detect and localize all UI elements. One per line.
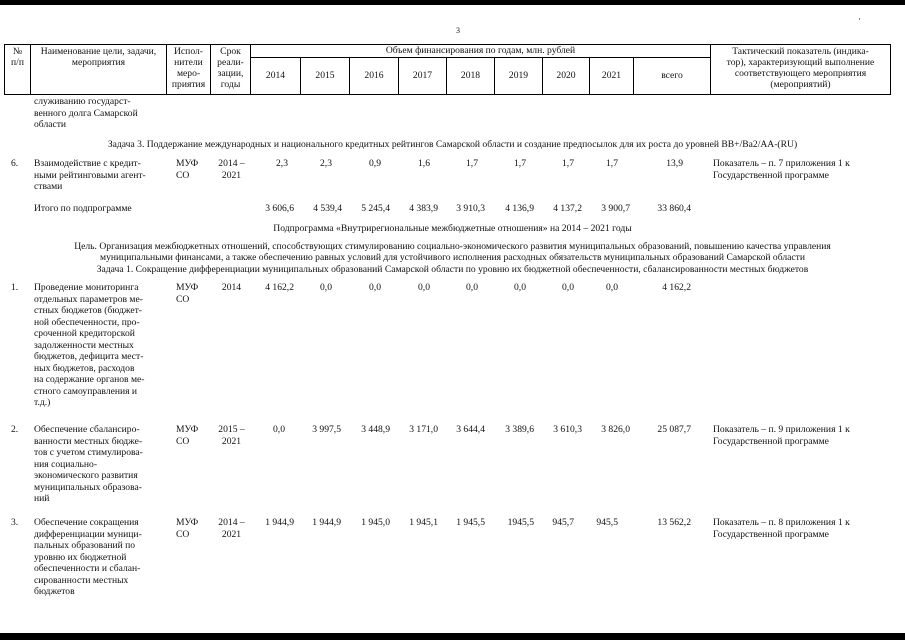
value-total: 4 162,2 bbox=[662, 282, 691, 293]
value-2015: 2,3 bbox=[320, 158, 332, 169]
value-2016: 0,9 bbox=[369, 158, 381, 169]
total-2015: 4 539,4 bbox=[313, 203, 342, 214]
total-2021: 3 900,7 bbox=[601, 203, 630, 214]
header-total: всего bbox=[661, 70, 683, 81]
value-2017: 1,6 bbox=[418, 158, 430, 169]
header-name: Наименование цели, задачи, мероприятия bbox=[40, 46, 157, 68]
value-2019: 1,7 bbox=[514, 158, 526, 169]
task-1-heading: Задача 1. Сокращение дифференциации муниципальных образований Самарской области по уровню их бюджетной обеспеченности, сбалансированности местных бюджетов bbox=[96, 264, 809, 275]
value-2018: 0,0 bbox=[466, 282, 478, 293]
row-name: Проведение мониторинга отдельных параметров ме- стных бюджетов (бюджет- ной обеспеченности, про- сроченной кредиторской задолженности местных бюджетов, дефицита мест- ных бюджетов, расходов на содержание органов ме- стного самоуправления и т.д.) bbox=[34, 282, 145, 408]
row-executor: МУФ СО bbox=[176, 158, 199, 181]
total-2017: 4 383,9 bbox=[409, 203, 438, 214]
value-2021: 3 826,0 bbox=[601, 424, 630, 435]
header-year: 2015 bbox=[315, 70, 335, 81]
value-2015: 0,0 bbox=[320, 282, 332, 293]
header-term: Срок реали- зации, годы bbox=[217, 46, 244, 90]
goal-text-line-2: муниципальными финансами, а также обеспечению равных условий для устойчивого исполнения расходных обязательств муниципальных образований Самарской области bbox=[100, 252, 805, 263]
value-2016: 3 448,9 bbox=[361, 424, 390, 435]
row-term: 2014 – 2021 bbox=[218, 158, 245, 181]
value-2020: 0,0 bbox=[562, 282, 574, 293]
header-indicator: Тактический показатель (индика- тор), характеризующий выполнение соответствующего мероприятия (мероприятий) bbox=[726, 46, 875, 90]
header-year: 2018 bbox=[460, 70, 481, 81]
subprogram-heading: Подпрограмма «Внутрирегиональные межбюджетные отношения» на 2014 – 2021 годы bbox=[273, 223, 632, 234]
page-number: 3 bbox=[456, 26, 460, 35]
value-2019: 1945,5 bbox=[507, 517, 534, 528]
continuation-text: служиванию государст- венного долга Самарской области bbox=[34, 96, 138, 130]
value-2014: 4 162,2 bbox=[265, 282, 294, 293]
value-total: 13,9 bbox=[666, 158, 683, 169]
header-year: 2021 bbox=[601, 70, 622, 81]
row-name: Взаимодействие с кредит- ными рейтинговыми агент- ствами bbox=[34, 158, 146, 192]
row-name: Обеспечение сокращения дифференциации муници- пальных образований по уровню их бюджетной обеспеченности и сбалан- сированности местных бюджетов bbox=[34, 517, 142, 597]
goal-text-line-1: Цель. Организация межбюджетных отношений, способствующих стимулированию социально-экономического развития муниципальных образований, повышению качества управления bbox=[74, 241, 831, 252]
total-all: 33 860,4 bbox=[657, 203, 691, 214]
row-term: 2014 bbox=[221, 282, 242, 293]
value-2015: 3 997,5 bbox=[312, 424, 341, 435]
value-total: 25 087,7 bbox=[657, 424, 691, 435]
value-2015: 1 944,9 bbox=[312, 517, 341, 528]
value-2014: 1 944,9 bbox=[265, 517, 294, 528]
total-2019: 4 136,9 bbox=[505, 203, 534, 214]
corner-mark: · bbox=[858, 14, 861, 24]
value-2016: 1 945,0 bbox=[361, 517, 390, 528]
row-indicator: Показатель – п. 7 приложения 1 к Государственной программе bbox=[713, 158, 850, 181]
value-2021: 0,0 bbox=[606, 282, 618, 293]
top-border bbox=[0, 0, 905, 5]
value-2020: 1,7 bbox=[562, 158, 574, 169]
row-term: 2015 – 2021 bbox=[218, 424, 245, 447]
value-2017: 0,0 bbox=[418, 282, 430, 293]
row-number: 1. bbox=[11, 282, 19, 293]
value-2016: 0,0 bbox=[369, 282, 381, 293]
value-2018: 1 945,5 bbox=[456, 517, 485, 528]
row-number: 3. bbox=[11, 517, 19, 528]
row-executor: МУФ СО bbox=[176, 424, 199, 447]
total-2016: 5 245,4 bbox=[361, 203, 390, 214]
row-indicator: Показатель – п. 9 приложения 1 к Государственной программе bbox=[713, 424, 850, 447]
row-number: 2. bbox=[11, 424, 19, 435]
total-label: Итого по подпрограмме bbox=[34, 203, 132, 214]
value-2018: 1,7 bbox=[466, 158, 478, 169]
value-2014: 0,0 bbox=[273, 424, 285, 435]
header-executors: Испол- нители меро- приятия bbox=[171, 46, 206, 90]
value-total: 13 562,2 bbox=[657, 517, 691, 528]
row-term: 2014 – 2021 bbox=[218, 517, 245, 540]
header-year: 2019 bbox=[508, 70, 529, 81]
value-2014: 2,3 bbox=[276, 158, 288, 169]
value-2017: 1 945,1 bbox=[409, 517, 438, 528]
row-indicator: Показатель – п. 8 приложения 1 к Государственной программе bbox=[713, 517, 850, 540]
header-year: 2016 bbox=[364, 70, 384, 81]
value-2020: 3 610,3 bbox=[553, 424, 582, 435]
value-2020: 945,7 bbox=[552, 517, 574, 528]
value-2018: 3 644,4 bbox=[456, 424, 485, 435]
header-funding-title: Объем финансирования по годам, млн. рублей bbox=[385, 45, 576, 56]
value-2017: 3 171,0 bbox=[409, 424, 438, 435]
row-number: 6. bbox=[11, 158, 19, 169]
header-year: 2017 bbox=[412, 70, 433, 81]
value-2021: 945,5 bbox=[596, 517, 618, 528]
header-year: 2020 bbox=[556, 70, 576, 81]
header-num: № п/п bbox=[11, 46, 24, 68]
task-3-heading: Задача 3. Поддержание международных и национального кредитных рейтингов Самарской области и создание предпосылок для их роста до уровней BB+/Ba2/AA-(RU) bbox=[107, 139, 798, 150]
bottom-border bbox=[0, 633, 905, 640]
total-2020: 4 137,2 bbox=[553, 203, 582, 214]
total-2018: 3 910,3 bbox=[456, 203, 485, 214]
header-year: 2014 bbox=[265, 70, 286, 81]
row-executor: МУФ СО bbox=[176, 517, 199, 540]
total-2014: 3 606,6 bbox=[265, 203, 294, 214]
row-executor: МУФ СО bbox=[176, 282, 199, 305]
value-2021: 1,7 bbox=[606, 158, 618, 169]
value-2019: 0,0 bbox=[514, 282, 526, 293]
row-name: Обеспечение сбалансиро- ванности местных бюдже- тов с учетом стимулирова- ния социально- экономического развития муниципальных образова- ний bbox=[34, 424, 143, 504]
value-2019: 3 389,6 bbox=[505, 424, 534, 435]
